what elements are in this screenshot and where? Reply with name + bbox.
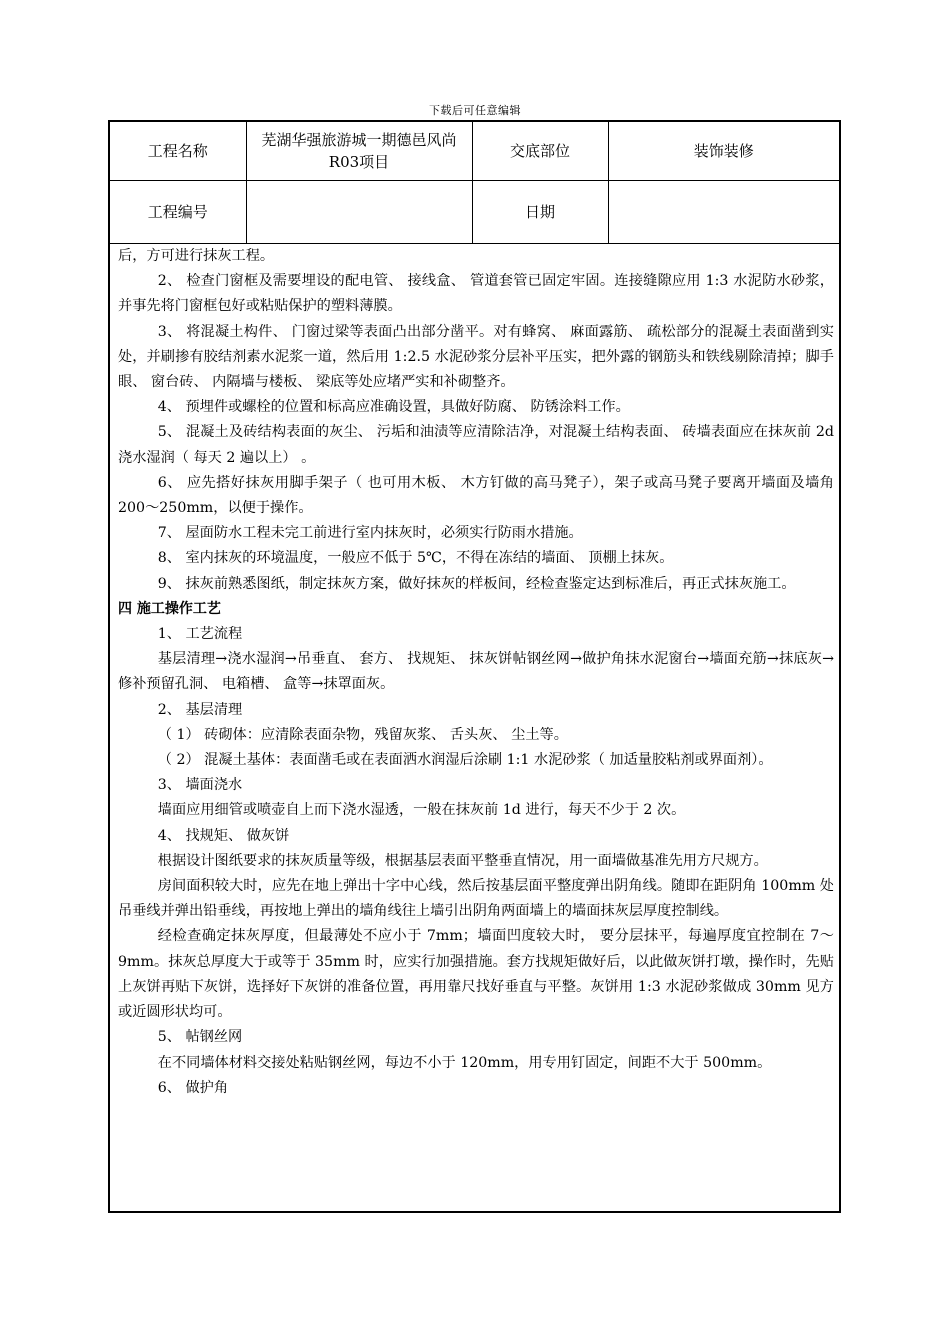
paragraph: 7、 屋面防水工程未完工前进行室内抹灰时，必须实行防雨水措施。	[157, 525, 583, 542]
project-name-value: 芜湖华强旅游城一期德邑风尚R03项目	[246, 122, 472, 181]
paragraph: 基层清理→浇水湿润→吊垂直、 套方、 找规矩、 抹灰饼帖钢丝网→做护角抹水泥窗台→墙面充筋→抹底灰→修补预留孔洞、 电箱槽、 盒等→抹罩面灰。	[118, 651, 834, 693]
paragraph: 2、 基层清理	[157, 701, 243, 718]
paragraph: 4、 找规矩、 做灰饼	[157, 827, 290, 844]
paragraph: 2、 检查门窗框及需要埋设的配电管、 接线盒、 管道套管已固定牢固。连接缝隙应用 1:3 水泥防水砂浆，并事先将门窗框包好或粘贴保护的塑料薄膜。	[118, 273, 834, 315]
paragraph: 9、 抹灰前熟悉图纸，制定抹灰方案，做好抹灰的样板间，经检查鉴定达到标准后，再正式抹灰施工。	[157, 575, 796, 592]
date-label: 日期	[472, 181, 608, 244]
body-text	[118, 244, 834, 1101]
paragraph: 5、 混凝土及砖结构表面的灰尘、 污垢和油渍等应清除洁净，对混凝土结构表面、 砖墙表面应在抹灰前 2d 浇水湿润（ 每天 2 遍以上） 。	[118, 424, 834, 466]
paragraph: 1、 工艺流程	[157, 626, 243, 643]
paragraph: 4、 预埋件或螺栓的位置和标高应准确设置，具做好防腐、 防锈涂料工作。	[157, 399, 630, 416]
project-name-label: 工程名称	[110, 122, 246, 181]
paragraph: 3、 墙面浇水	[157, 777, 243, 794]
paragraph: （ 2） 混凝土基体：表面凿毛或在表面洒水润湿后涂刷 1:1 水泥砂浆（ 加适量胶粘剂或界面剂）。	[157, 752, 773, 769]
paragraph: 在不同墙体材料交接处粘贴钢丝网，每边不小于 120mm，用专用钉固定，间距不大于 500mm。	[157, 1054, 772, 1071]
paragraph: 根据设计图纸要求的抹灰质量等级，根据基层表面平整垂直情况，用一面墙做基准先用方尺规方。	[157, 852, 768, 869]
paragraph: （ 1） 砖砌体：应清除表面杂物，残留灰浆、 舌头灰、 尘土等。	[157, 726, 568, 743]
date-value	[608, 181, 839, 244]
part-label: 交底部位	[472, 122, 608, 181]
paragraph: 6、 应先搭好抹灰用脚手架子（ 也可用木板、 木方钉做的高马凳子），架子或高马凳子要离开墙面及墙角 200～250mm，以便于操作。	[118, 474, 834, 517]
section-heading: 四 施工操作工艺	[118, 600, 221, 617]
header-table	[110, 122, 839, 244]
project-no-label: 工程编号	[110, 181, 246, 244]
paragraph: 房间面积较大时，应先在地上弹出十字中心线，然后按基层面平整度弹出阴角线。随即在距阴角 100mm 处吊垂线并弹出铅垂线，再按地上弹出的墙角线往上墙引出阴角两面墙上的墙面抹灰层厚度控制线。	[118, 878, 834, 920]
paragraph: 6、 做护角	[157, 1079, 229, 1096]
paragraph: 5、 帖钢丝网	[157, 1029, 243, 1046]
paragraph: 经检查确定抹灰厚度，但最薄处不应小于 7mm；墙面凹度较大时， 要分层抹平，每遍厚度宜控制在 7～9mm。抹灰总厚度大于或等于 35mm 时，应实行加强措施。套方找规矩做好后，以此做灰饼打墩，操作时，先贴上灰饼再贴下灰饼，选择好下灰饼的准备位置，再用靠尺找好垂直与平整。灰饼用 1:3 水泥砂浆做成 30mm 见方或近圆形状均可。	[118, 928, 834, 1021]
project-no-value	[246, 181, 472, 244]
part-value: 装饰装修	[608, 122, 839, 181]
paragraph: 8、 室内抹灰的环境温度，一般应不低于 5℃，不得在冻结的墙面、 顶棚上抹灰。	[157, 550, 674, 567]
disclosure-form	[108, 120, 841, 1213]
paragraph: 3、 将混凝土构件、 门窗过梁等表面凸出部分凿平。对有蜂窝、 麻面露筋、 疏松部分的混凝土表面凿到实处，并刷掺有胶结剂素水泥浆一道，然后用 1:2.5 水泥砂浆分层补平压实，把外露的钢筋头和铁线剔除清掉；脚手眼、 窗台砖、 内隔墙与楼板、 梁底等处应堵严实和补砌整齐。	[118, 323, 834, 391]
paragraph: 后，方可进行抹灰工程。	[118, 248, 275, 264]
paragraph: 墙面应用细管或喷壶自上而下浇水湿透，一般在抹灰前 1d 进行，每天不少于 2 次。	[157, 802, 686, 819]
download-watermark: 下载后可任意编辑	[429, 104, 521, 117]
